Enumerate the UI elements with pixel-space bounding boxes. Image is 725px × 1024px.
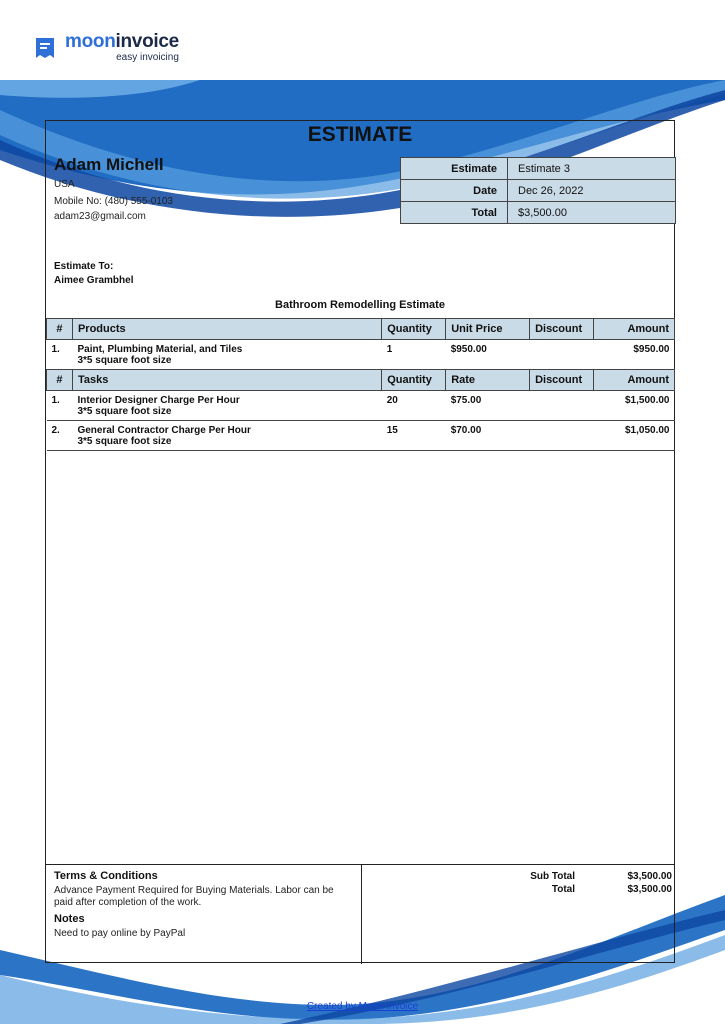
total-value: $3,500.00 bbox=[627, 884, 672, 895]
terms-text: Advance Payment Required for Buying Materials. Labor can be paid after completion of the work. bbox=[54, 885, 334, 908]
meta-value: Estimate 3 bbox=[508, 158, 676, 180]
estimate-subject: Bathroom Remodelling Estimate bbox=[275, 299, 445, 311]
col-header-amount: Amount bbox=[594, 319, 675, 340]
invoice-logo-icon bbox=[33, 36, 57, 60]
sender-name: Adam Michell bbox=[54, 155, 164, 174]
item-quantity: 1 bbox=[382, 340, 446, 370]
meta-label: Total bbox=[401, 202, 508, 224]
item-name bbox=[72, 421, 381, 451]
subtotal-label: Sub Total bbox=[530, 871, 575, 882]
subtotal-value: $3,500.00 bbox=[627, 871, 672, 882]
col-header-tasks: Tasks bbox=[72, 370, 381, 391]
item-rate: $75.00 bbox=[446, 391, 530, 421]
meta-value: $3,500.00 bbox=[508, 202, 676, 224]
meta-row-date bbox=[401, 180, 676, 202]
item-title: Paint, Plumbing Material, and Tiles bbox=[77, 344, 243, 355]
table-row bbox=[47, 421, 675, 451]
footer-divider bbox=[361, 865, 362, 964]
estimate-document bbox=[45, 120, 675, 963]
total-label: Total bbox=[551, 884, 575, 895]
recipient-label: Estimate To: bbox=[54, 261, 114, 272]
item-price: $950.00 bbox=[446, 340, 530, 370]
item-title: Interior Designer Charge Per Hour bbox=[77, 395, 240, 406]
item-discount bbox=[530, 340, 594, 370]
line-items-table bbox=[46, 318, 675, 451]
col-header-quantity: Quantity bbox=[382, 370, 446, 391]
col-header-discount: Discount bbox=[530, 370, 594, 391]
item-amount: $1,050.00 bbox=[594, 421, 675, 451]
item-name bbox=[72, 340, 381, 370]
col-header-number: # bbox=[47, 319, 73, 340]
brand-tagline: easy invoicing bbox=[116, 52, 179, 63]
meta-label: Estimate bbox=[401, 158, 508, 180]
sender-mobile: Mobile No: (480) 555-0103 bbox=[54, 196, 173, 207]
sender-country: USA bbox=[54, 179, 75, 190]
meta-row-estimate bbox=[401, 158, 676, 180]
col-header-rate: Rate bbox=[446, 370, 530, 391]
brand-name: mooninvoice bbox=[65, 31, 179, 52]
products-header-row bbox=[47, 319, 675, 340]
item-description: 3*5 square foot size bbox=[77, 406, 172, 417]
col-header-amount: Amount bbox=[594, 370, 675, 391]
item-title: General Contractor Charge Per Hour bbox=[77, 425, 251, 436]
item-discount bbox=[530, 391, 594, 421]
table-row bbox=[47, 340, 675, 370]
meta-label: Date bbox=[401, 180, 508, 202]
notes-text: Need to pay online by PayPal bbox=[54, 928, 186, 939]
item-amount: $1,500.00 bbox=[594, 391, 675, 421]
item-name bbox=[72, 391, 381, 421]
item-quantity: 20 bbox=[382, 391, 446, 421]
item-discount bbox=[530, 421, 594, 451]
item-description: 3*5 square foot size bbox=[77, 436, 172, 447]
row-number: 1. bbox=[47, 391, 73, 421]
terms-title: Terms & Conditions bbox=[54, 870, 158, 882]
tasks-header-row bbox=[47, 370, 675, 391]
document-footer bbox=[46, 864, 675, 964]
col-header-quantity: Quantity bbox=[382, 319, 446, 340]
recipient-name: Aimee Grambhel bbox=[54, 275, 134, 286]
col-header-products: Products bbox=[72, 319, 381, 340]
row-number: 2. bbox=[47, 421, 73, 451]
col-header-number: # bbox=[47, 370, 73, 391]
item-amount: $950.00 bbox=[594, 340, 675, 370]
estimate-meta-table bbox=[400, 157, 676, 224]
notes-title: Notes bbox=[54, 913, 85, 925]
meta-row-total bbox=[401, 202, 676, 224]
sender-email: adam23@gmail.com bbox=[54, 211, 146, 222]
row-number: 1. bbox=[47, 340, 73, 370]
table-row bbox=[47, 391, 675, 421]
col-header-discount: Discount bbox=[530, 319, 594, 340]
col-header-unit-price: Unit Price bbox=[446, 319, 530, 340]
created-by-link[interactable]: Created by Moon Invoice bbox=[306, 1001, 419, 1012]
meta-value: Dec 26, 2022 bbox=[508, 180, 676, 202]
item-quantity: 15 bbox=[382, 421, 446, 451]
brand-logo[interactable] bbox=[33, 32, 179, 63]
item-description: 3*5 square foot size bbox=[77, 355, 172, 366]
document-title: ESTIMATE bbox=[307, 123, 413, 146]
item-rate: $70.00 bbox=[446, 421, 530, 451]
